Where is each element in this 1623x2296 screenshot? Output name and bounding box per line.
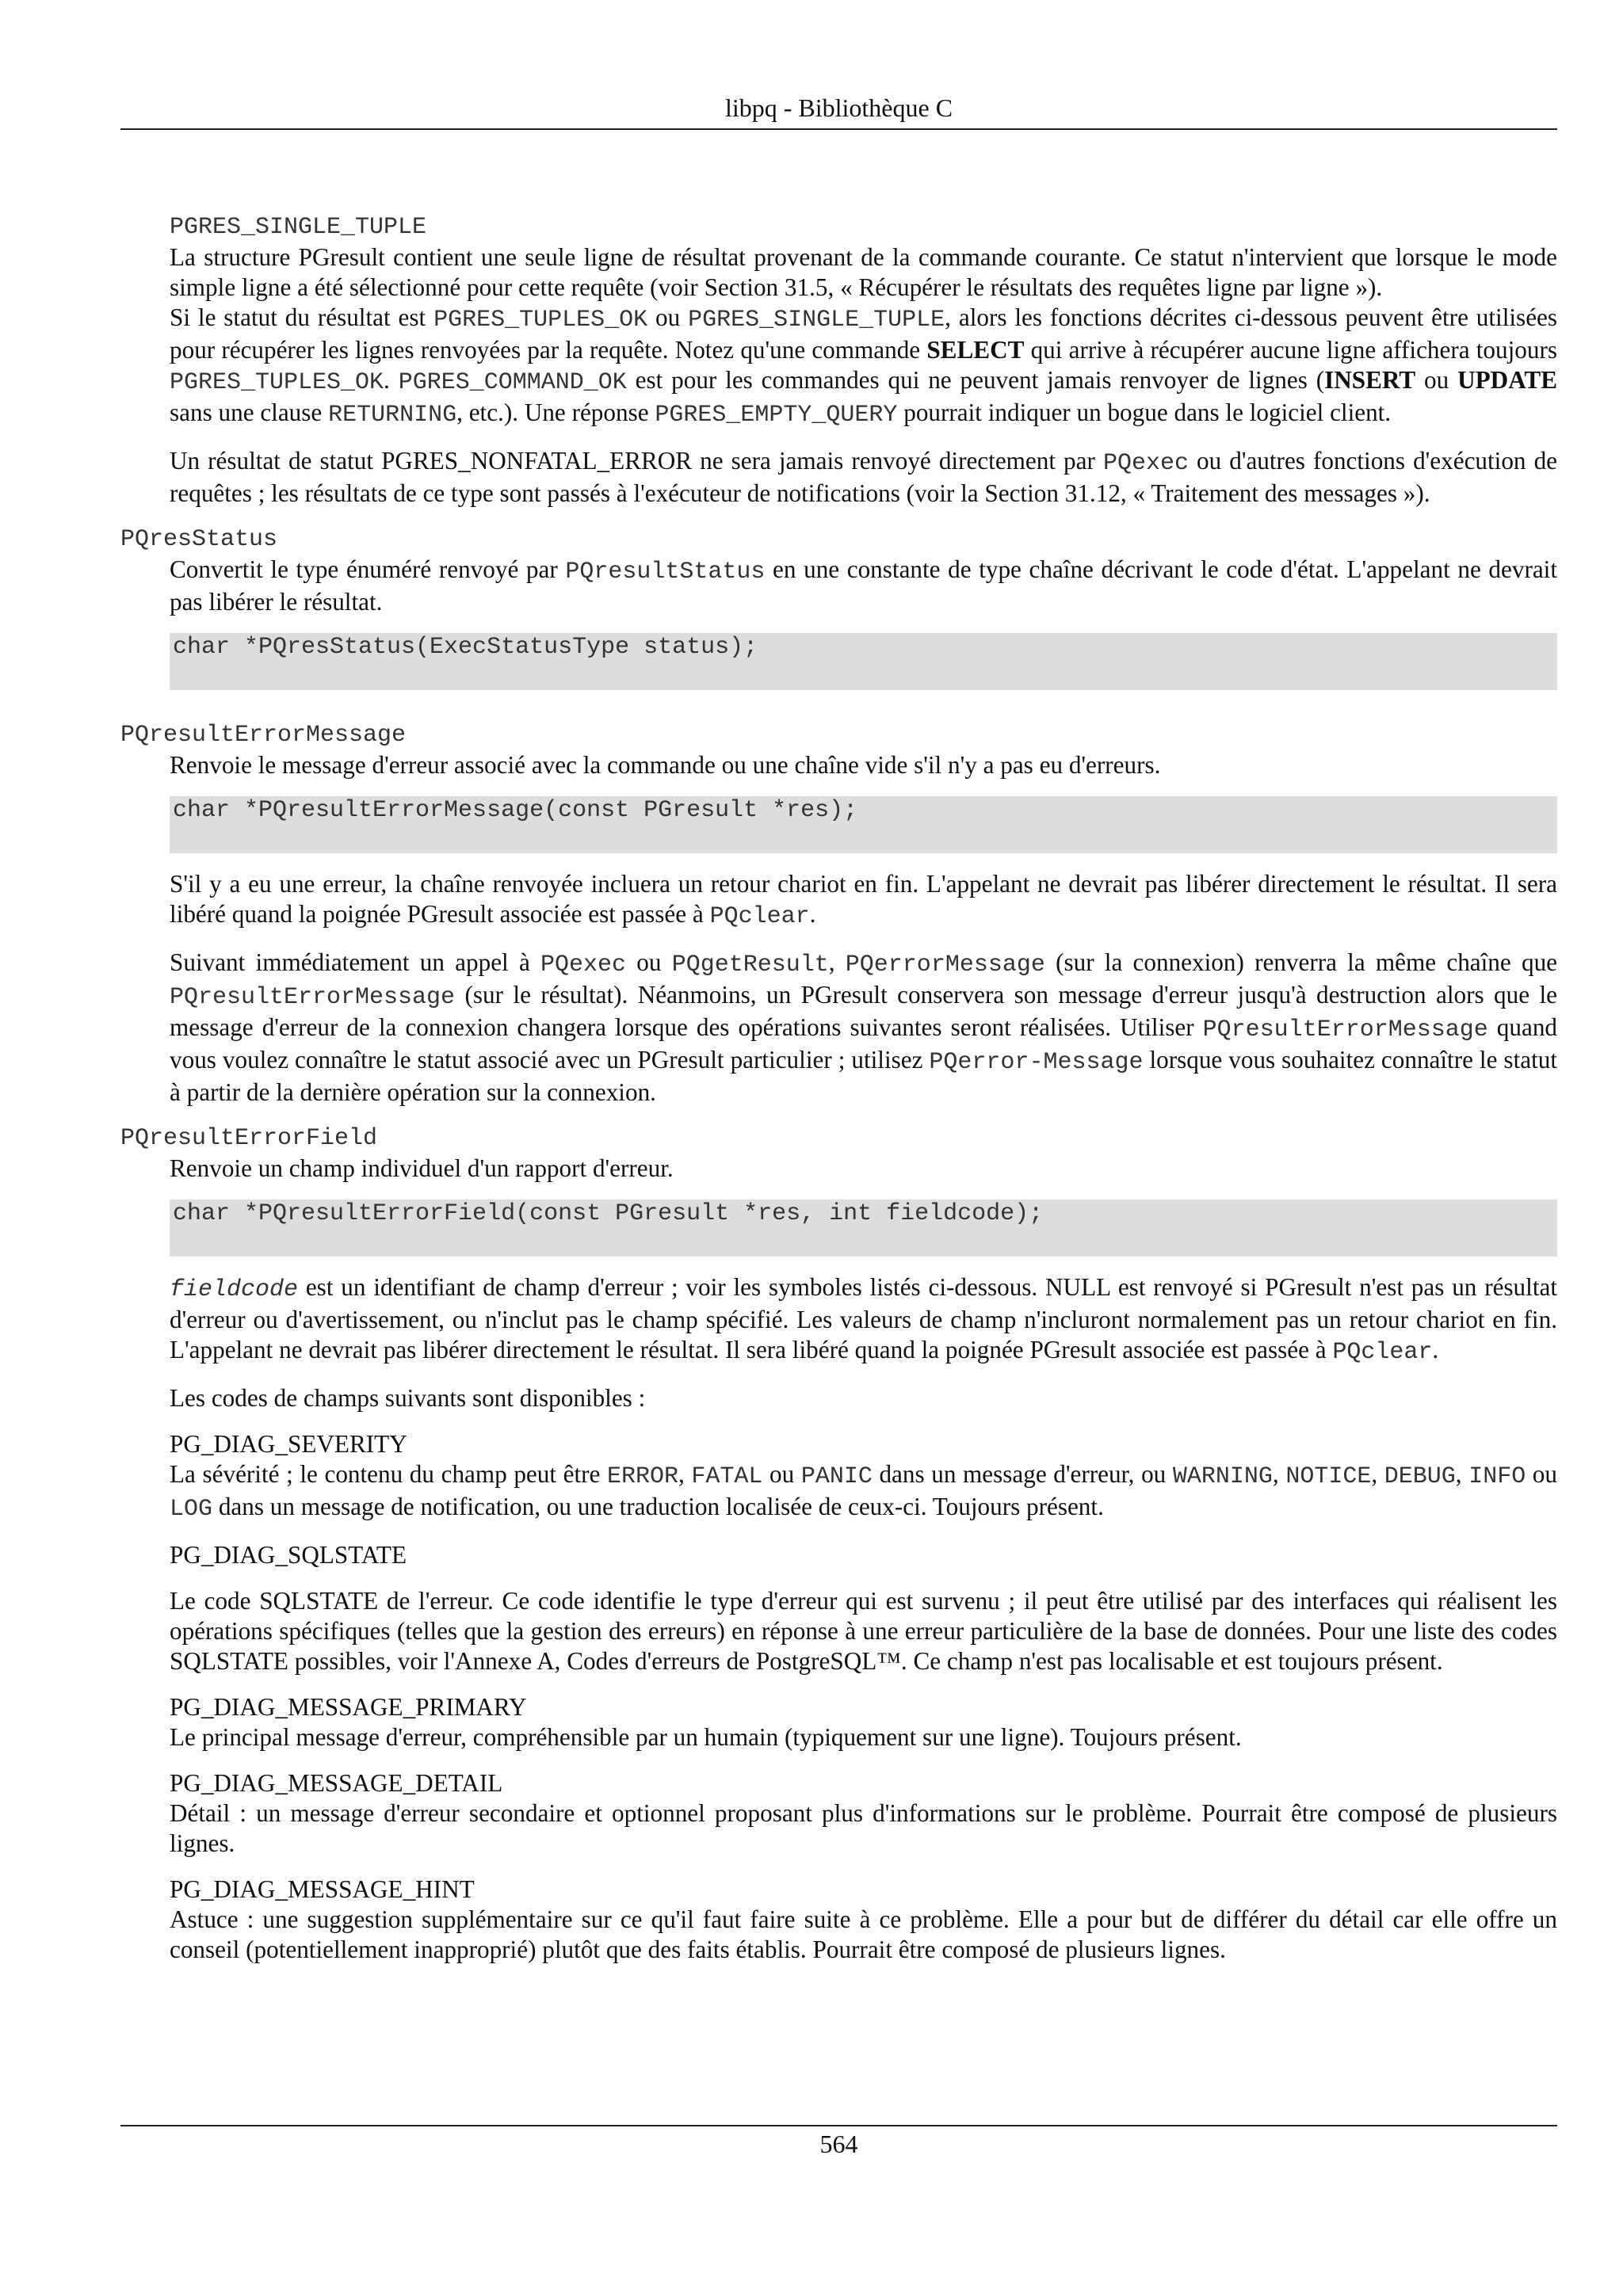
field-pg-diag-message-primary [170,1692,1557,1753]
sql-keyword: UPDATE [1457,366,1558,394]
entry-paragraph: La structure PGresult contient une seule ligne de résultat provenant de la commande courante. Ce statut n'intervient que lorsque le mode simple ligne a été sélectionné pour cette requête (voir Section 31.5, « Récupérer le résultats des requêtes ligne par ligne »). [170,243,1557,301]
code-line: char *PQresultErrorMessage(const PGresult *res); [173,797,858,824]
inline-code: NOTICE [1285,1463,1372,1490]
field-description: Détail : un message d'erreur secondaire et optionnel proposant plus d'informations sur le problème. Pourrait être composé de plusieurs lignes. [170,1799,1557,1857]
function-name: PQresultErrorMessage [120,722,407,749]
inline-code: PQresultErrorMessage [1202,1016,1488,1043]
entry-paragraph: Si le statut du résultat est PGRES_TUPLES_OK ou PGRES_SINGLE_TUPLE, alors les fonctions décrites ci-dessous peuvent être utilisées pour récupérer les lignes renvoyées par la requête. Notez qu'une commande SELECT qui arrive à récupérer aucune ligne affichera toujours PGRES_TUPLES_OK. PGRES_COMMAND_OK est pour les commandes qui ne peuvent jamais renvoyer de lignes (INSERT ou UPDATE sans une clause RETURNING, etc.). Une réponse PGRES_EMPTY_QUERY pourrait indiquer un bogue dans le logiciel client. [170,303,1558,429]
inline-code: PQexec [1102,450,1189,477]
entry-paragraph: Un résultat de statut PGRES_NONFATAL_ERROR ne sera jamais renvoyé directement par PQexec ou d'autres fonctions d'exécution de requêtes ; les résultats de ce type sont passés à l'exécuteur de notifications (voir la Section 31.12, « Traitement des messages »). [170,447,1558,507]
inline-code: PQclear [1332,1339,1433,1366]
header-rule [120,128,1557,130]
running-header: libpq - Bibliothèque C [724,93,953,122]
field-description: Astuce : une suggestion supplémentaire sur ce qu'il faut faire suite à ce problème. Elle a pour but de différer du détail car elle offre un conseil (potentiellement inapproprié) plutôt que des faits établis. Pourrait être composé de plusieurs lignes. [170,1905,1557,1963]
field-pg-diag-sqlstate [170,1540,1557,1676]
code-block [170,633,1557,690]
entry-paragraph: Suivant immédiatement un appel à PQexec ou PQgetResult, PQerrorMessage (sur la connexion) renverra la même chaîne que PQresultErrorMessage (sur le résultat). Néanmoins, un PGresult conservera son message d'erreur jusqu'à destruction alors que le message d'erreur de la connexion changera lorsque des opérations suivantes seront réalisées. Utiliser PQresultErrorMessage quand vous voulez connaître le statut associé avec un PGresult particulier ; utilisez PQerror-Message lorsque vous souhaitez connaître le statut à partir de la dernière opération sur la connexion. [170,948,1558,1106]
inline-code: PANIC [800,1463,873,1490]
inline-code: RETURNING [328,402,457,429]
page-body [120,212,1557,1965]
entry-paragraph: fieldcode est un identifiant de champ d'erreur ; voir les symboles listés ci-dessous. NULL est renvoyé si PGresult n'est pas un résultat d'erreur ou d'avertissement, ou n'inclut pas le champ spécifié. Les valeurs de champ n'incluront normalement pas un retour chariot en fin. L'appelant ne devrait pas libérer directement le résultat. Il sera libéré quand la poignée PGresult associée est passée à PQclear. [170,1273,1557,1366]
field-pg-diag-message-detail [170,1768,1557,1859]
field-term: PG_DIAG_SEVERITY [170,1430,407,1458]
inline-code: LOG [170,1496,213,1523]
entry-paragraph: Les codes de champs suivants sont disponibles : [170,1384,646,1412]
parameter-name: fieldcode [170,1276,299,1303]
function-name: PQresStatus [120,526,278,553]
code-line: char *PQresStatus(ExecStatusType status); [173,634,758,661]
inline-code: PQerror-Message [929,1049,1144,1076]
inline-code: ERROR [606,1463,678,1490]
field-pg-diag-message-hint [170,1875,1557,1965]
inline-code: INFO [1468,1463,1526,1490]
page-number: 564 [819,2130,858,2158]
inline-code: PGRES_EMPTY_QUERY [655,402,898,429]
code-block [170,796,1557,853]
inline-code: PGRES_COMMAND_OK [398,369,627,396]
entry-paragraph: Renvoie un champ individuel d'un rapport d'erreur. [170,1154,674,1182]
inline-code: FATAL [691,1463,763,1490]
entry-paragraph: S'il y a eu une erreur, la chaîne renvoyée incluera un retour chariot en fin. L'appelant ne devrait pas libérer directement le résultat. Il sera libéré quand la poignée PGresult associée est passée à PQclear. [170,870,1557,930]
inline-code: PGRES_SINGLE_TUPLE [688,307,945,334]
inline-code: WARNING [1172,1463,1273,1490]
code-line: char *PQresultErrorField(const PGresult *res, int fieldcode); [173,1200,1044,1227]
field-pg-diag-severity [170,1429,1557,1524]
entry-paragraph: Renvoie le message d'erreur associé avec la commande ou une chaîne vide s'il n'y a pas eu d'erreurs. [170,751,1161,779]
entry-pqresulterrormessage [120,720,1557,1108]
entry-pgres-single-tuple [170,212,1557,509]
field-description: La sévérité ; le contenu du champ peut être ERROR, FATAL ou PANIC dans un message d'erreur, ou WARNING, NOTICE, DEBUG, INFO ou LOG dans un message de notification, ou une traduction localisée de ceux-ci. Toujours présent. [170,1460,1557,1523]
field-description: Le principal message d'erreur, compréhensible par un humain (typiquement sur une ligne). Toujours présent. [170,1723,1242,1751]
inline-code: PQclear [709,903,810,930]
field-term: PG_DIAG_SQLSTATE [170,1541,407,1569]
entry-paragraph: Convertit le type énuméré renvoyé par PQresultStatus en une constante de type chaîne décrivant le code d'état. L'appelant ne devrait pas libérer le résultat. [170,555,1558,616]
field-term: PG_DIAG_MESSAGE_PRIMARY [170,1693,527,1721]
inline-code: PQresultErrorMessage [170,984,456,1011]
field-term: PG_DIAG_MESSAGE_HINT [170,1875,475,1903]
function-name: PQresultErrorField [120,1125,378,1152]
inline-code: PQexec [540,952,627,978]
footer-rule [120,2125,1557,2126]
inline-code: DEBUG [1384,1463,1456,1490]
entry-pqresulterrorfield [120,1123,1557,1965]
entry-pqresstatus [120,524,1557,690]
code-block [170,1199,1557,1257]
inline-code: PQgetResult [671,952,829,978]
inline-code: PGRES_TUPLES_OK [170,369,384,396]
sql-keyword: INSERT [1324,366,1416,394]
entry-term: PGRES_SINGLE_TUPLE [170,214,427,241]
field-description: Le code SQLSTATE de l'erreur. Ce code identifie le type d'erreur qui est survenu ; il peut être utilisé par des interfaces qui réalisent les opérations spécifiques (telles que la gestion des erreurs) en réponse à une erreur particulière de la base de données. Pour une liste des codes SQLSTATE possibles, voir l'Annexe A, Codes d'erreurs de PostgreSQL™. Ce champ n'est pas localisable et est toujours présent. [170,1587,1557,1675]
sql-keyword: SELECT [926,336,1025,364]
inline-code: PGRES_TUPLES_OK [433,307,648,334]
inline-code: PQresultStatus [565,559,766,585]
field-term: PG_DIAG_MESSAGE_DETAIL [170,1769,503,1797]
inline-code: PQerrorMessage [845,952,1045,978]
